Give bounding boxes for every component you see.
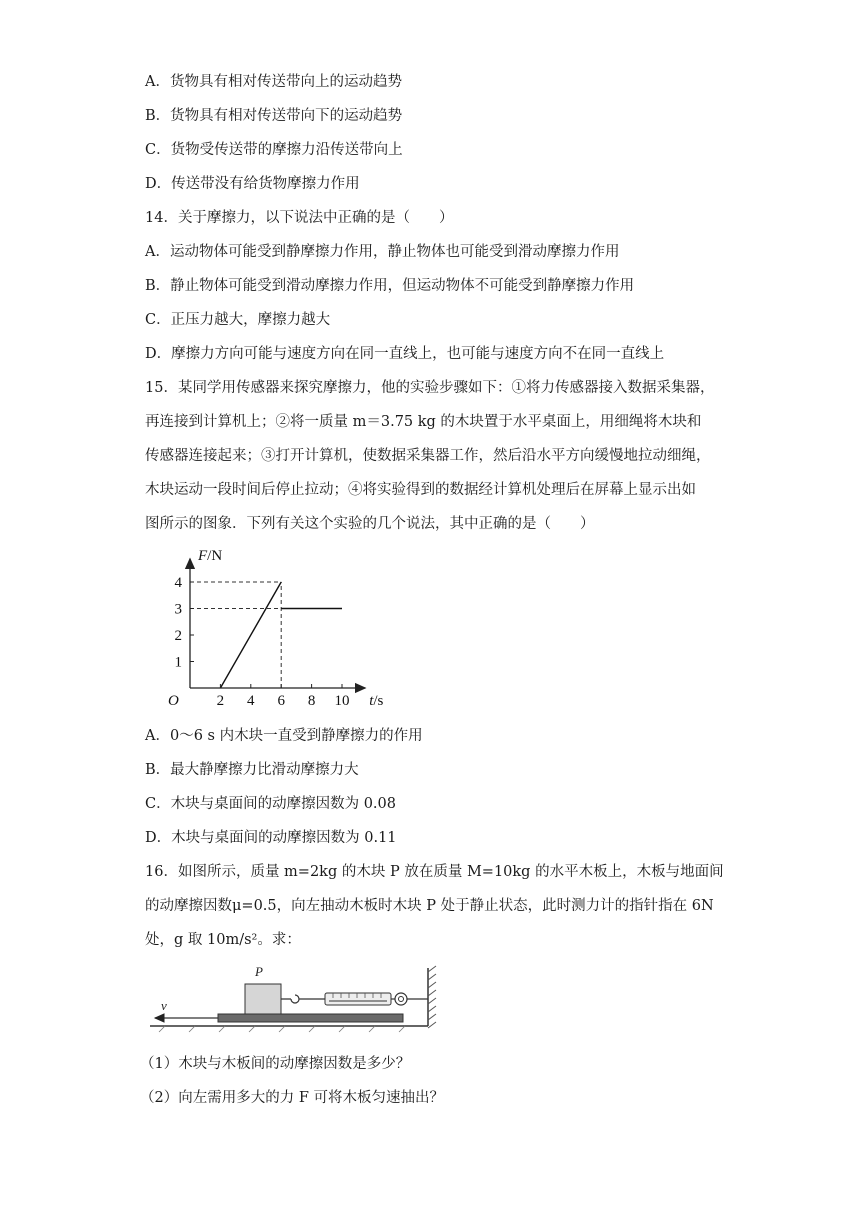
series-segment [220, 582, 281, 688]
spring-scale [299, 993, 428, 1005]
q14-option-a: A．运动物体可能受到静摩擦力作用，静止物体也可能受到滑动摩擦力作用 [145, 244, 620, 260]
q16-stem-line: 处，g 取 10m/s²。求： [145, 932, 301, 948]
apparatus-diagram [145, 960, 450, 1035]
q14-option-c: C．正压力越大，摩擦力越大 [145, 312, 331, 328]
origin-label: O [168, 693, 179, 709]
x-tick-label: 6 [277, 693, 285, 709]
q15-stem-line: 再连接到计算机上；②将一质量 m＝3.75 kg 的木块置于水平桌面上，用细绳将木块和 [145, 414, 702, 430]
wall-hatching [428, 966, 436, 1028]
q16-part-1: （1）木块与木板间的动摩擦因数是多少？ [140, 1056, 411, 1072]
block-label: P [255, 964, 263, 979]
velocity-label: v [161, 998, 167, 1013]
q15-stem-line: 图所示的图象．下列有关这个实验的几个说法，其中正确的是（ ） [145, 516, 595, 532]
q15-option-a: A．0～6 s 内木块一直受到静摩擦力的作用 [145, 728, 423, 744]
force-time-chart [140, 540, 384, 720]
q13-option-a: A．货物具有相对传送带向上的运动趋势 [145, 74, 402, 90]
board [218, 1014, 403, 1022]
q15-option-b: B．最大静摩擦力比滑动摩擦力大 [145, 762, 359, 778]
hook [281, 995, 299, 1003]
q15-stem-line: 15．某同学用传感器来探究摩擦力，他的实验步骤如下：①将力传感器接入数据采集器， [145, 380, 715, 396]
q13-option-b: B．货物具有相对传送带向下的运动趋势 [145, 108, 403, 124]
x-tick-label: 8 [307, 693, 316, 709]
q14-option-b: B．静止物体可能受到滑动摩擦力作用，但运动物体不可能受到静摩擦力作用 [145, 278, 635, 294]
q13-option-d: D．传送带没有给货物摩擦力作用 [145, 176, 360, 192]
x-tick-label: 10 [334, 693, 350, 709]
block-p [245, 984, 281, 1014]
q16-part-2: （2）向左需用多大的力 F 可将木板匀速抽出？ [140, 1090, 445, 1106]
q16-stem-line: 的动摩擦因数μ=0.5，向左抽动木板时木块 P 处于静止状态，此时测力计的指针指在 6N [145, 898, 714, 914]
y-tick-label: 2 [174, 628, 182, 644]
y-axis-label: F/N [198, 548, 223, 564]
q14-stem: 14．关于摩擦力，以下说法中正确的是（ ） [145, 210, 454, 226]
q15-stem-line: 传感器连接起来；③打开计算机，使数据采集器工作，然后沿水平方向缓慢地拉动细绳， [145, 448, 711, 464]
y-tick-label: 4 [174, 575, 182, 591]
x-tick-label: 4 [247, 693, 255, 709]
x-axis-label: t/s [369, 693, 384, 709]
q13-option-c: C．货物受传送带的摩擦力沿传送带向上 [145, 142, 403, 158]
ground-hatching [159, 1026, 405, 1032]
q15-option-c: C．木块与桌面间的动摩擦因数为 0.08 [145, 796, 396, 812]
x-tick-label: 2 [216, 693, 225, 709]
y-tick-label: 1 [174, 654, 182, 671]
q16-stem-line: 16．如图所示，质量 m=2kg 的木块 P 放在质量 M=10kg 的水平木板上，木板与地面间 [145, 864, 724, 880]
q14-option-d: D．摩擦力方向可能与速度方向在同一直线上，也可能与速度方向不在同一直线上 [145, 346, 665, 362]
q15-stem-line: 木块运动一段时间后停止拉动；④将实验得到的数据经计算机处理后在屏幕上显示出如 [145, 482, 696, 498]
y-tick-label: 3 [174, 601, 182, 618]
q15-option-d: D．木块与桌面间的动摩擦因数为 0.11 [145, 830, 397, 846]
